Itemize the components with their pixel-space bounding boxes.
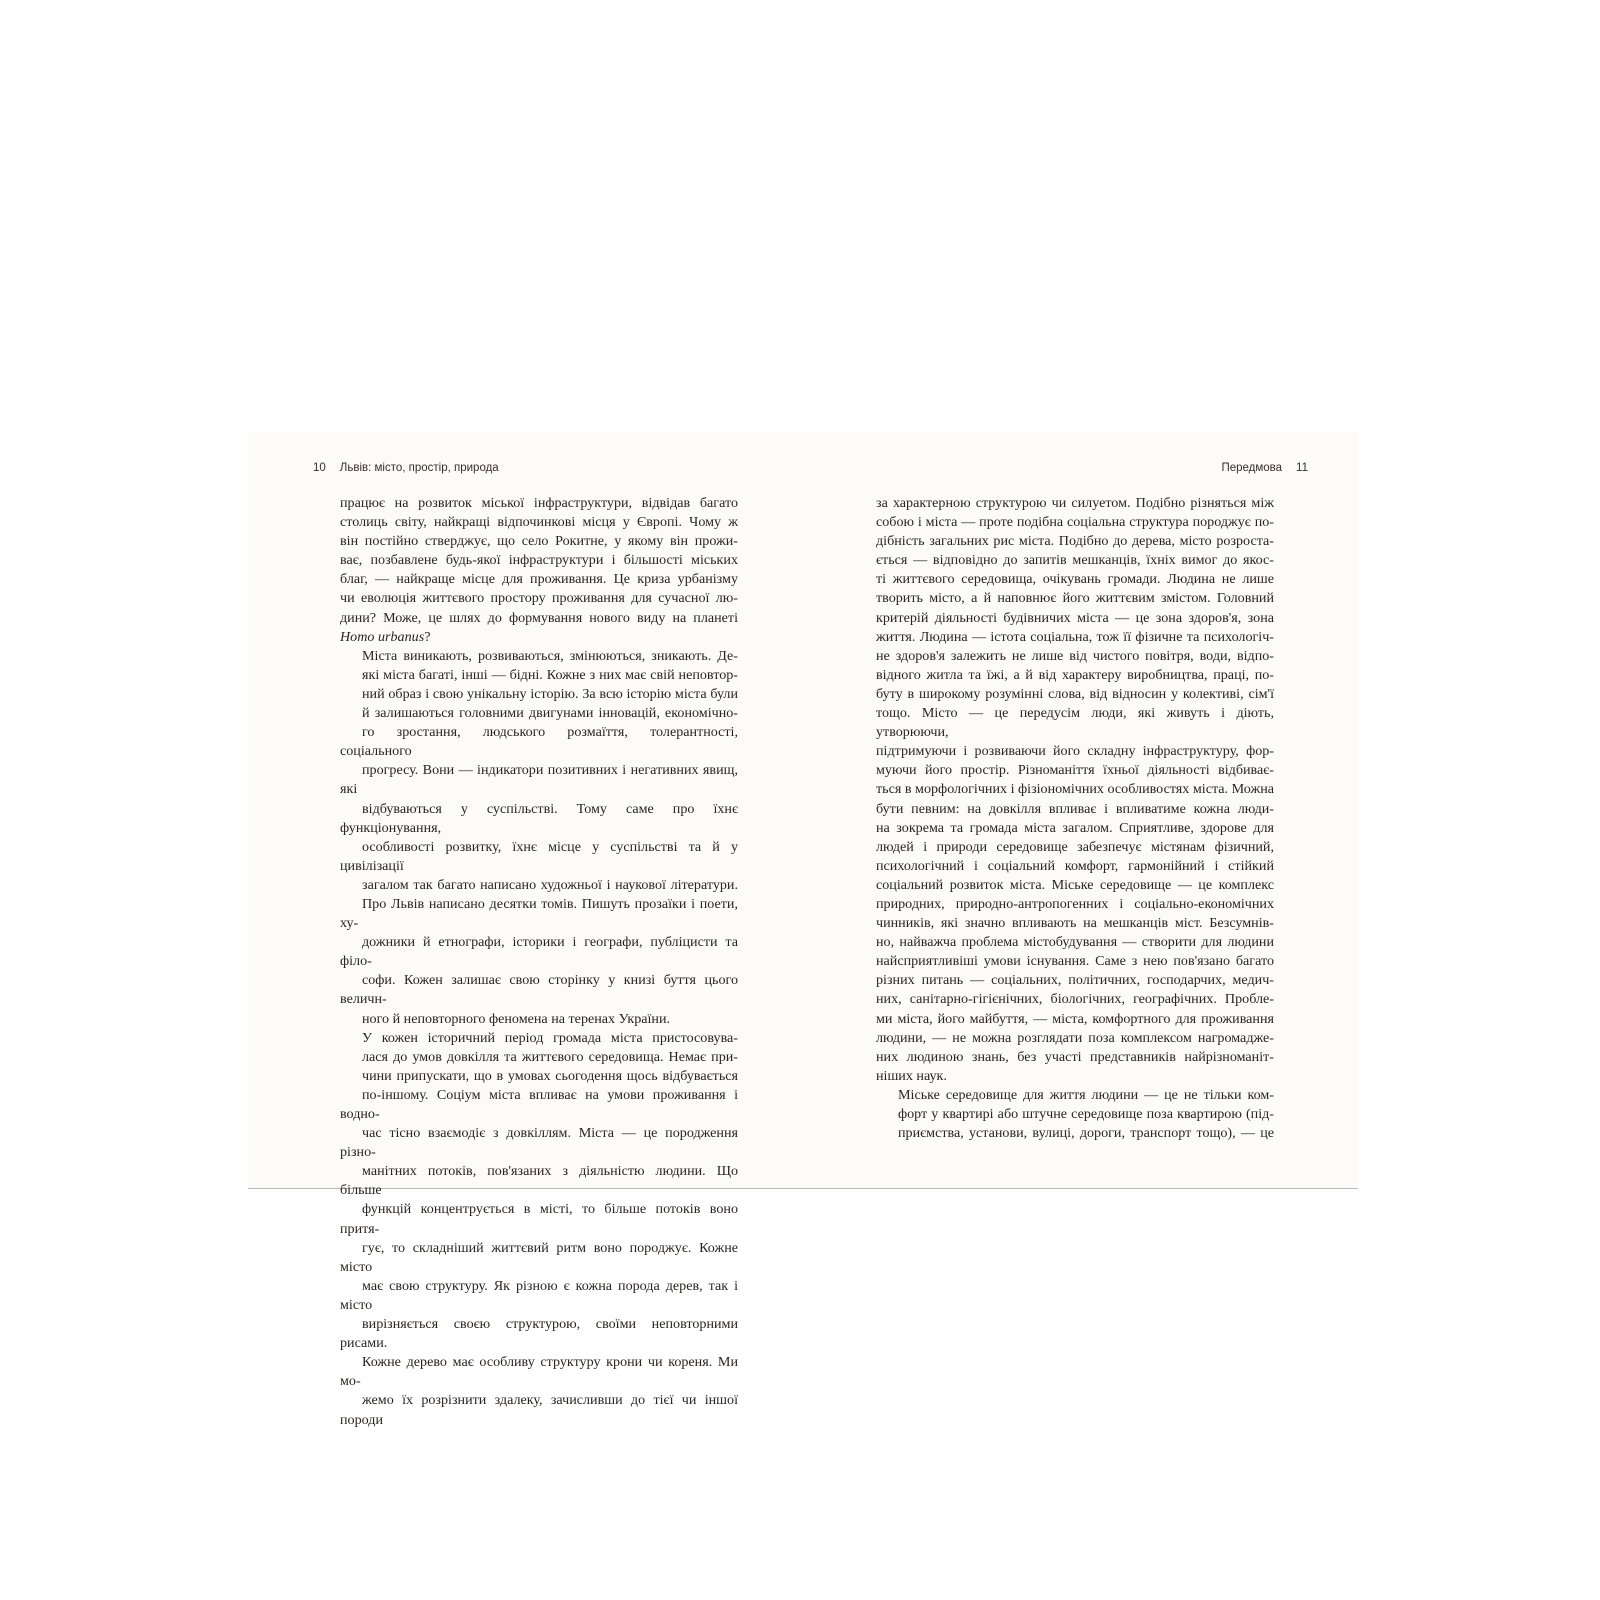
- right-text-line: форт у квартирі або штучне середовище поза квартирою (під-: [898, 1106, 1274, 1122]
- right-text-line: муючи його простір. Різноманіття їхньої діяльності відбиває-: [876, 762, 1274, 779]
- left-text-line: функцій концентрується в місті, то більше потоків воно притя-: [340, 1201, 738, 1237]
- left-text-line: ває, позбавлене будь-якої інфраструктури і більшості міських: [340, 552, 738, 569]
- right-text-line: ми міста, його майбуття, — міста, комфортного для проживання: [876, 1010, 1274, 1027]
- right-text-line: на зокрема та громада міста загалом. Сприятливе, здорове для: [876, 819, 1274, 836]
- left-text-line: Про Львів написано десятки томів. Пишуть прозаїки і поети, ху-: [340, 895, 738, 932]
- left-page-body: [340, 494, 738, 1430]
- right-paragraph: [876, 1086, 1274, 1143]
- right-text-line: людини, — не можна розглядати поза комплексом нагромадже-: [876, 1029, 1274, 1046]
- left-text-line: він постійно стверджує, що село Рокитне, у якому він прожи-: [340, 533, 738, 550]
- right-text-line: тощо. Місто — це передусім люди, які живуть і діють, утворюючи,: [876, 705, 1274, 741]
- left-text-line: дини? Може, це шлях до формування нового виду на планеті: [340, 609, 738, 626]
- right-running-head: [1221, 458, 1308, 478]
- right-text-line: но, найважча проблема містобудування — створити для людини: [876, 934, 1274, 951]
- left-text-line: дожники й етнографи, історики і географи, публіцисти та філо-: [340, 934, 738, 970]
- left-text-line: чини припускати, що в умовах сьогодення щось відбувається: [362, 1067, 738, 1084]
- left-text-line: жемо їх розрізнити здалеку, зачисливши до тієї чи іншої породи: [340, 1392, 738, 1428]
- left-text-line: вирізняється своєю структурою, своїми неповторними рисами.: [340, 1316, 738, 1352]
- left-text-line: У кожен історичний період громада міста пристосовува-: [362, 1029, 738, 1046]
- right-text-line: за характерною структурою чи силуетом. Подібно різняться між: [876, 495, 1274, 511]
- right-text-line: бути певним: на довкілля впливає і впливатиме кожна люди-: [876, 800, 1274, 817]
- left-text-line: працює на розвиток міської інфраструктури, відвідав багато: [340, 495, 738, 511]
- right-text-line: ті життєвого середовища, очікувань громади. Людина не лише: [876, 571, 1274, 588]
- left-text-line: відбуваються у суспільстві. Тому саме про їхнє функціонування,: [340, 800, 738, 836]
- left-paragraph: [340, 647, 738, 1029]
- left-text-line: софи. Кожен залишає свою сторінку у книзі буття цього величн-: [340, 972, 738, 1008]
- left-text-line: столиць світу, найкращі відпочинкові місця у Європі. Чому ж: [340, 514, 738, 531]
- right-text-line: приємства, установи, вулиці, дороги, транспорт тощо), — це: [898, 1125, 1274, 1142]
- right-text-line: ється — відповідно до запитів мешканців, їхніх вимог до якос-: [876, 552, 1274, 569]
- left-text-line: благ, — найкраще місце для проживання. Це криза урбанізму: [340, 571, 738, 588]
- left-page-number: 10: [313, 462, 326, 474]
- left-text-line: лася до умов довкілля та життєвого середовища. Немає при-: [362, 1048, 738, 1065]
- left-text-line: го зростання, людського розмаїття, толерантності, соціального: [340, 724, 738, 760]
- right-paragraph: [876, 494, 1274, 1086]
- left-text-line: ний образ і свою унікальну історію. За всю історію міста були: [362, 685, 738, 702]
- left-text-line: особливості розвитку, їхнє місце у суспільстві та й у цивілізації: [340, 838, 738, 874]
- right-text-line: різних питань — соціальних, політичних, господарчих, медич-: [876, 972, 1274, 989]
- left-paragraph: [340, 1029, 738, 1430]
- right-text-line: відного житла та їжі, а й від характеру виробництва, праці, по-: [876, 666, 1274, 683]
- left-text-line: Кожне дерево має особливу структуру крони чи кореня. Ми мо-: [340, 1354, 738, 1390]
- right-text-line: собою і міста — проте подібна соціальна структура породжує по-: [876, 514, 1274, 531]
- left-text-line: гує, то складніший життєвий ритм воно породжує. Кожне місто: [340, 1239, 738, 1275]
- left-text-line: має свою структуру. Як різною є кожна порода дерев, так і місто: [340, 1277, 738, 1313]
- left-text-line: чи еволюція життєвого простору проживання для сучасної лю-: [340, 590, 738, 607]
- right-text-line: найсприятливіші умови існування. Саме з нею пов'язано багато: [876, 953, 1274, 970]
- left-running-title: Львів: місто, простір, природа: [339, 462, 499, 474]
- right-text-line: них людиною знань, без участі представників найрізноманіт-: [876, 1048, 1274, 1065]
- right-text-line: природних, природно-антропогенних і соціально-економічних: [876, 895, 1274, 912]
- punctuation: ?: [424, 628, 431, 645]
- left-text-line: прогресу. Вони — індикатори позитивних і негативних явищ, які: [340, 762, 738, 798]
- left-text-line: ного й неповторного феномена на теренах України.: [362, 1010, 671, 1027]
- left-running-head: [313, 458, 499, 478]
- right-running-title: Передмова: [1221, 462, 1283, 474]
- italic-term: Homo urbanus: [340, 628, 425, 645]
- right-text-line: дібність загальних рис міста. Подібно до дерева, місто розроста-: [876, 533, 1274, 550]
- right-text-line: людей і природи середовище забезпечує містянам фізичний,: [876, 838, 1274, 855]
- right-page-body: [876, 494, 1274, 1143]
- right-text-line: них, санітарно-гігієнічних, біологічних, географічних. Пробле-: [876, 991, 1274, 1008]
- right-text-line: буту в широкому розумінні слова, від відносин у колективі, сім'ї: [876, 685, 1274, 702]
- right-text-line: ніших наук.: [876, 1067, 947, 1084]
- left-text-line: манітних потоків, пов'язаних з діяльністю людини. Що більше: [340, 1163, 738, 1199]
- right-text-line: психологічний і соціальний комфорт, гармонійний і стійкий: [876, 857, 1274, 874]
- right-text-line: ться в морфологічних і фізіономічних особливостях міста. Можна: [876, 781, 1274, 798]
- left-text-line: загалом так багато написано художньої і наукової літератури.: [362, 876, 738, 893]
- right-text-line: творить місто, а й наповнює його життєвим змістом. Головний: [876, 590, 1274, 607]
- right-text-line: не здоров'я залежить не лише від чистого повітря, води, відпо-: [876, 647, 1274, 664]
- right-page-number: 11: [1296, 462, 1308, 474]
- right-text-line: Міське середовище для життя людини — це не тільки ком-: [898, 1086, 1274, 1103]
- right-text-line: критерій діяльності будівничих міста — це зона здоров'я, зона: [876, 609, 1274, 626]
- left-paragraph: [340, 494, 738, 647]
- right-text-line: чинників, які значно впливають на мешканців міст. Безсумнів-: [876, 915, 1274, 932]
- left-text-line: які міста багаті, інші — бідні. Кожне з них має свій неповтор-: [362, 666, 738, 683]
- left-text-line: [340, 628, 738, 647]
- right-text-line: соціальний розвиток міста. Міське середовище — це комплекс: [876, 876, 1274, 893]
- left-text-line: час тісно взаємодіє з довкіллям. Міста — це породження різно-: [340, 1125, 738, 1161]
- right-text-line: життя. Людина — істота соціальна, тож її фізичне та психологіч-: [876, 628, 1274, 645]
- left-text-line: Міста виникають, розвиваються, змінюються, зникають. Де-: [362, 647, 738, 664]
- left-text-line: по-іншому. Соціум міста впливає на умови проживання і водно-: [340, 1086, 738, 1122]
- left-text-line: й залишаються головними двигунами інновацій, економічно-: [362, 705, 738, 722]
- right-text-line: підтримуючи і розвиваючи його складну інфраструктуру, фор-: [876, 743, 1274, 760]
